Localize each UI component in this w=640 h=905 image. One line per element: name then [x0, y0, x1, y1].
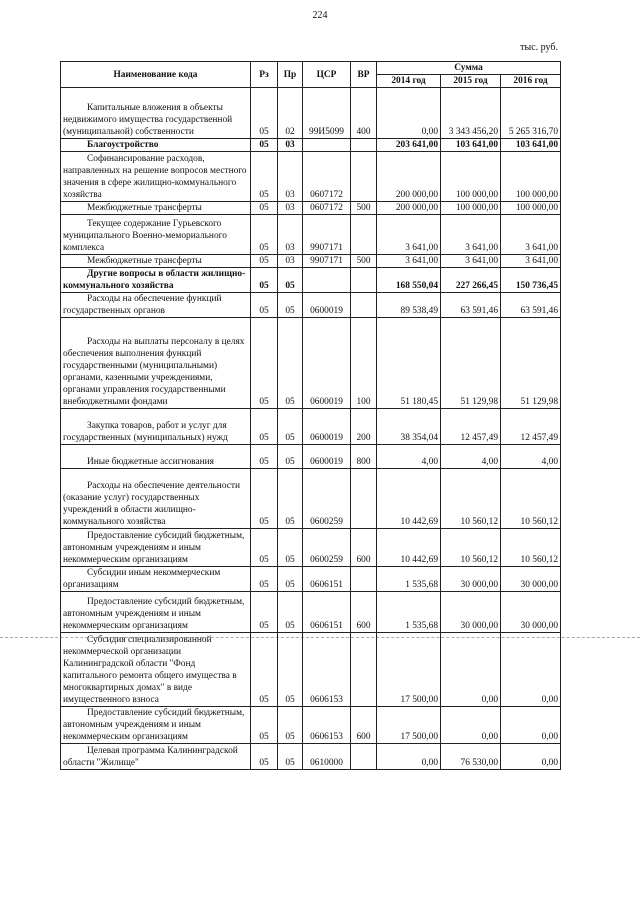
table-row	[61, 139, 561, 152]
row-rz: 05	[251, 529, 278, 567]
row-name: Расходы на выплаты персоналу в целях обеспечения выполнения функций государственными (муниципальными) органами, казенными учреждениями, органами управления государственными внебюджетными фондами	[61, 318, 251, 409]
row-csr: 0606153	[303, 633, 351, 707]
row-2015: 10 560,12	[441, 469, 501, 529]
row-rz: 05	[251, 293, 278, 318]
row-2014: 10 442,69	[377, 469, 441, 529]
row-2015: 30 000,00	[441, 567, 501, 592]
row-name: Текущее содержание Гурьевского муниципального Военно-мемориального комплекса	[61, 215, 251, 255]
row-rz: 05	[251, 567, 278, 592]
table-row	[61, 268, 561, 293]
table-row	[61, 744, 561, 770]
row-2015: 227 266,45	[441, 268, 501, 293]
row-name: Межбюджетные трансферты	[61, 202, 251, 215]
row-2016: 0,00	[501, 707, 561, 744]
row-2015: 10 560,12	[441, 529, 501, 567]
row-2014: 4,00	[377, 445, 441, 469]
header-2014: 2014 год	[377, 75, 441, 88]
table-row	[61, 215, 561, 255]
row-pr: 05	[278, 469, 303, 529]
row-rz: 05	[251, 255, 278, 268]
row-rz: 05	[251, 202, 278, 215]
table-row	[61, 255, 561, 268]
row-2014: 200 000,00	[377, 152, 441, 202]
row-rz: 05	[251, 268, 278, 293]
row-2014: 203 641,00	[377, 139, 441, 152]
row-2015: 3 641,00	[441, 255, 501, 268]
row-vr	[351, 293, 377, 318]
row-csr: 0600019	[303, 409, 351, 445]
header-name: Наименование кода	[61, 62, 251, 88]
row-csr: 99И5099	[303, 88, 351, 139]
row-csr: 0607172	[303, 152, 351, 202]
row-2015: 3 641,00	[441, 215, 501, 255]
row-2015: 4,00	[441, 445, 501, 469]
row-csr: 0600019	[303, 318, 351, 409]
row-rz: 05	[251, 707, 278, 744]
row-rz: 05	[251, 744, 278, 770]
header-2016: 2016 год	[501, 75, 561, 88]
row-pr: 05	[278, 445, 303, 469]
row-2016: 100 000,00	[501, 152, 561, 202]
row-pr: 02	[278, 88, 303, 139]
table-row	[61, 445, 561, 469]
row-2015: 12 457,49	[441, 409, 501, 445]
row-vr	[351, 567, 377, 592]
table-row	[61, 592, 561, 633]
row-vr	[351, 152, 377, 202]
header-pr: Пр	[278, 62, 303, 88]
row-2014: 17 500,00	[377, 633, 441, 707]
row-pr: 05	[278, 268, 303, 293]
row-2014: 200 000,00	[377, 202, 441, 215]
row-vr: 500	[351, 255, 377, 268]
row-2016: 100 000,00	[501, 202, 561, 215]
row-csr: 0606153	[303, 707, 351, 744]
row-vr	[351, 469, 377, 529]
row-rz: 05	[251, 633, 278, 707]
row-2015: 100 000,00	[441, 152, 501, 202]
row-name: Капитальные вложения в объекты недвижимого имущества государственной (муниципальной) собственности	[61, 88, 251, 139]
row-pr: 05	[278, 409, 303, 445]
row-vr: 600	[351, 529, 377, 567]
row-2014: 0,00	[377, 744, 441, 770]
row-name: Целевая программа Калининградской области "Жилище"	[61, 744, 251, 770]
row-name: Предоставление субсидий бюджетным, автономным учреждениям и иным некоммерческим организациям	[61, 592, 251, 633]
row-csr: 9907171	[303, 215, 351, 255]
row-2015: 3 343 456,20	[441, 88, 501, 139]
row-2016: 63 591,46	[501, 293, 561, 318]
row-2016: 12 457,49	[501, 409, 561, 445]
table-row	[61, 88, 561, 139]
row-csr: 0607172	[303, 202, 351, 215]
row-vr	[351, 633, 377, 707]
header-2015: 2015 год	[441, 75, 501, 88]
row-rz: 05	[251, 139, 278, 152]
row-pr: 05	[278, 592, 303, 633]
row-csr	[303, 139, 351, 152]
row-2016: 51 129,98	[501, 318, 561, 409]
row-pr: 05	[278, 633, 303, 707]
row-name: Благоустройство	[61, 139, 251, 152]
row-2015: 63 591,46	[441, 293, 501, 318]
row-rz: 05	[251, 152, 278, 202]
row-vr	[351, 215, 377, 255]
row-pr: 05	[278, 293, 303, 318]
row-2016: 103 641,00	[501, 139, 561, 152]
row-pr: 03	[278, 255, 303, 268]
row-csr: 0610000	[303, 744, 351, 770]
row-name: Иные бюджетные ассигнования	[61, 445, 251, 469]
row-pr: 05	[278, 707, 303, 744]
table-row	[61, 293, 561, 318]
row-rz: 05	[251, 88, 278, 139]
row-pr: 05	[278, 529, 303, 567]
header-vr: ВР	[351, 62, 377, 88]
row-2014: 17 500,00	[377, 707, 441, 744]
row-pr: 05	[278, 567, 303, 592]
row-2016: 10 560,12	[501, 469, 561, 529]
table-row	[61, 707, 561, 744]
row-2015: 51 129,98	[441, 318, 501, 409]
row-vr: 400	[351, 88, 377, 139]
row-vr	[351, 139, 377, 152]
row-vr	[351, 744, 377, 770]
row-csr: 0600259	[303, 469, 351, 529]
row-2014: 38 354,04	[377, 409, 441, 445]
row-2014: 0,00	[377, 88, 441, 139]
row-rz: 05	[251, 215, 278, 255]
row-2016: 3 641,00	[501, 255, 561, 268]
row-pr: 03	[278, 202, 303, 215]
row-name: Субсидия специализированной некоммерческой организации Калининградской области "Фонд капитального ремонта общего имущества в многоквартирных домах" в виде имущественного взноса	[61, 633, 251, 707]
row-2015: 103 641,00	[441, 139, 501, 152]
table-row	[61, 529, 561, 567]
row-2016: 150 736,45	[501, 268, 561, 293]
table-row	[61, 202, 561, 215]
row-name: Предоставление субсидий бюджетным, автономным учреждениям и иным некоммерческим организациям	[61, 529, 251, 567]
row-pr: 03	[278, 152, 303, 202]
row-2016: 5 265 316,70	[501, 88, 561, 139]
table-row	[61, 567, 561, 592]
row-vr: 100	[351, 318, 377, 409]
row-2014: 89 538,49	[377, 293, 441, 318]
row-csr: 0600019	[303, 293, 351, 318]
header-sum: Сумма	[377, 62, 561, 75]
row-rz: 05	[251, 318, 278, 409]
row-name: Субсидии иным некоммерческим организациям	[61, 567, 251, 592]
header-rz: Рз	[251, 62, 278, 88]
table-row	[61, 469, 561, 529]
row-csr: 9907171	[303, 255, 351, 268]
row-2014: 51 180,45	[377, 318, 441, 409]
row-2014: 168 550,04	[377, 268, 441, 293]
row-2014: 3 641,00	[377, 215, 441, 255]
row-vr	[351, 268, 377, 293]
row-2016: 10 560,12	[501, 529, 561, 567]
row-vr: 500	[351, 202, 377, 215]
row-name: Закупка товаров, работ и услуг для государственных (муниципальных) нужд	[61, 409, 251, 445]
units-label: тыс. руб.	[520, 42, 558, 53]
row-csr: 0600019	[303, 445, 351, 469]
row-vr: 800	[351, 445, 377, 469]
row-vr: 600	[351, 707, 377, 744]
row-2016: 30 000,00	[501, 567, 561, 592]
table-row	[61, 409, 561, 445]
row-2016: 3 641,00	[501, 215, 561, 255]
row-csr: 0600259	[303, 529, 351, 567]
row-rz: 05	[251, 409, 278, 445]
row-csr	[303, 268, 351, 293]
row-rz: 05	[251, 445, 278, 469]
row-2016: 4,00	[501, 445, 561, 469]
row-2015: 100 000,00	[441, 202, 501, 215]
row-name: Расходы на обеспечение функций государственных органов	[61, 293, 251, 318]
table-row	[61, 318, 561, 409]
row-name: Другие вопросы в области жилищно-коммунального хозяйства	[61, 268, 251, 293]
row-2014: 1 535,68	[377, 567, 441, 592]
row-vr: 200	[351, 409, 377, 445]
page-number: 224	[312, 10, 328, 21]
row-2015: 0,00	[441, 633, 501, 707]
row-name: Межбюджетные трансферты	[61, 255, 251, 268]
header-csr: ЦСР	[303, 62, 351, 88]
row-csr: 0606151	[303, 592, 351, 633]
row-2014: 10 442,69	[377, 529, 441, 567]
row-name: Софинансирование расходов, направленных на решение вопросов местного значения в сфере жилищно-коммунального хозяйства	[61, 152, 251, 202]
row-name: Расходы на обеспечение деятельности (оказание услуг) государственных учреждений в области жилищно-коммунального хозяйства	[61, 469, 251, 529]
row-rz: 05	[251, 469, 278, 529]
table-row	[61, 633, 561, 707]
row-2014: 3 641,00	[377, 255, 441, 268]
row-2016: 0,00	[501, 744, 561, 770]
row-2015: 0,00	[441, 707, 501, 744]
budget-table	[60, 61, 561, 770]
row-2014: 1 535,68	[377, 592, 441, 633]
row-pr: 03	[278, 139, 303, 152]
row-2015: 30 000,00	[441, 592, 501, 633]
row-csr: 0606151	[303, 567, 351, 592]
row-2016: 30 000,00	[501, 592, 561, 633]
row-rz: 05	[251, 592, 278, 633]
row-2015: 76 530,00	[441, 744, 501, 770]
table-row	[61, 152, 561, 202]
row-pr: 05	[278, 744, 303, 770]
row-name: Предоставление субсидий бюджетным, автономным учреждениям и иным некоммерческим организациям	[61, 707, 251, 744]
row-pr: 05	[278, 318, 303, 409]
row-2016: 0,00	[501, 633, 561, 707]
row-pr: 03	[278, 215, 303, 255]
row-vr: 600	[351, 592, 377, 633]
